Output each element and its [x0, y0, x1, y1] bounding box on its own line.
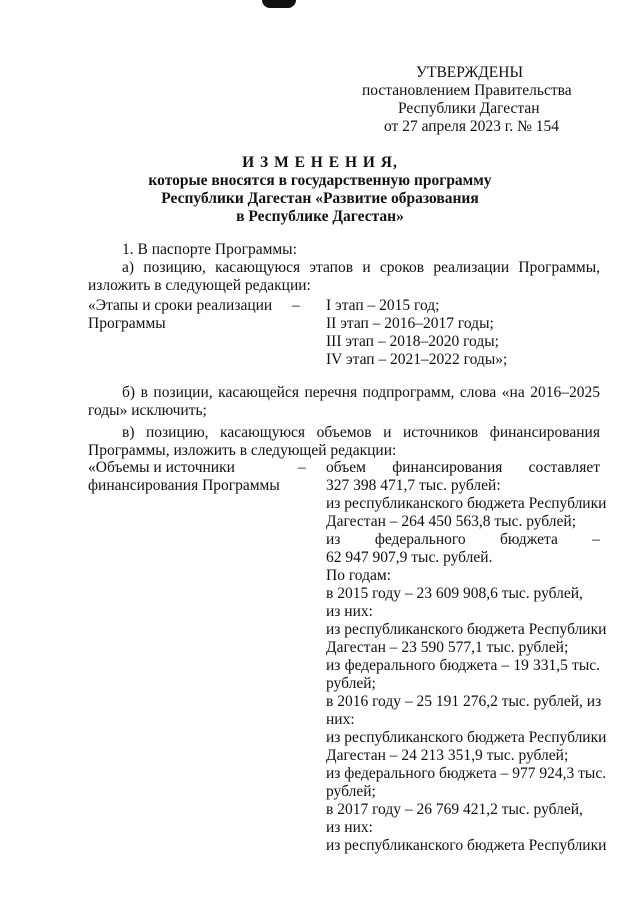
scan-artifact: [262, 0, 296, 8]
item-b-line-1: б) в позиции, касающейся перечня подпрограмм, слова «на 2016–2025: [122, 384, 600, 401]
funding-line: в 2016 году – 25 191 276,2 тыс. рублей, из: [326, 693, 602, 710]
stage-2: II этап – 2016–2017 годы;: [326, 315, 494, 332]
title-line-1: которые вносятся в государственную программу: [148, 172, 492, 189]
stages-label-line-2: Программы: [88, 315, 166, 332]
funding-line: Дагестан – 264 450 563,8 тыс. рублей;: [326, 513, 577, 530]
funding-line: из республиканского бюджета Республики: [326, 495, 607, 512]
funding-line: 327 398 471,7 тыс. рублей:: [326, 477, 501, 494]
funding-line: из республиканского бюджета Республики: [326, 621, 607, 638]
item-a-line-1: а) позицию, касающуюся этапов и сроков реализации Программы,: [122, 259, 600, 276]
item-a-line-2: изложить в следующей редакции:: [88, 277, 311, 294]
item-c-line-1: в) позицию, касающуюся объемов и источников финансирования: [122, 424, 600, 441]
funding-line: объем финансирования составляет: [326, 459, 600, 476]
approval-line-3: от 27 апреля 2023 г. № 154: [384, 118, 560, 135]
title-line-2: Республики Дагестан «Развитие образования: [161, 190, 479, 207]
document-title: И З М Е Н Е Н И Я,: [242, 154, 398, 171]
funding-line: 62 947 907,9 тыс. рублей.: [326, 549, 493, 566]
funding-line: из федерального бюджета – 19 331,5 тыс.: [326, 657, 600, 674]
funding-line: из федерального бюджета – 977 924,3 тыс.: [326, 765, 607, 782]
approval-line-2: Республики Дагестан: [398, 100, 540, 117]
section-heading: 1. В паспорте Программы:: [122, 241, 297, 258]
funding-line: рублей;: [326, 675, 376, 692]
item-c-line-2: Программы, изложить в следующей редакции:: [88, 442, 397, 459]
funding-line: Дагестан – 24 213 351,9 тыс. рублей;: [326, 747, 569, 764]
stage-4: IV этап – 2021–2022 годы»;: [326, 351, 508, 368]
funding-dash: –: [298, 459, 306, 476]
funding-line: в 2017 году – 26 769 421,2 тыс. рублей,: [326, 801, 583, 818]
funding-line: них:: [326, 711, 355, 728]
funding-line: из республиканского бюджета Республики: [326, 729, 607, 746]
funding-line: рублей;: [326, 783, 376, 800]
funding-line: из них:: [326, 603, 373, 620]
funding-label-line-1: «Объемы и источники: [88, 459, 235, 476]
funding-line: из них:: [326, 819, 373, 836]
funding-line: Дагестан – 23 590 577,1 тыс. рублей;: [326, 639, 569, 656]
funding-line: из федерального бюджета –: [326, 531, 600, 548]
funding-line: из республиканского бюджета Республики: [326, 837, 607, 854]
approval-heading: УТВЕРЖДЕНЫ: [416, 64, 523, 81]
funding-line: По годам:: [326, 567, 391, 584]
funding-details: [326, 459, 607, 855]
stage-3: III этап – 2018–2020 годы;: [326, 333, 499, 350]
funding-line: в 2015 году – 23 609 908,6 тыс. рублей,: [326, 585, 583, 602]
title-line-3: в Республике Дагестан»: [236, 208, 404, 225]
funding-label-line-2: финансирования Программы: [88, 477, 280, 494]
approval-line-1: постановлением Правительства: [362, 82, 572, 99]
stage-1: I этап – 2015 год;: [326, 297, 440, 314]
stages-label-line-1: «Этапы и сроки реализации: [88, 297, 273, 314]
stages-dash: –: [292, 297, 300, 314]
item-b-line-2: годы» исключить;: [88, 402, 207, 419]
